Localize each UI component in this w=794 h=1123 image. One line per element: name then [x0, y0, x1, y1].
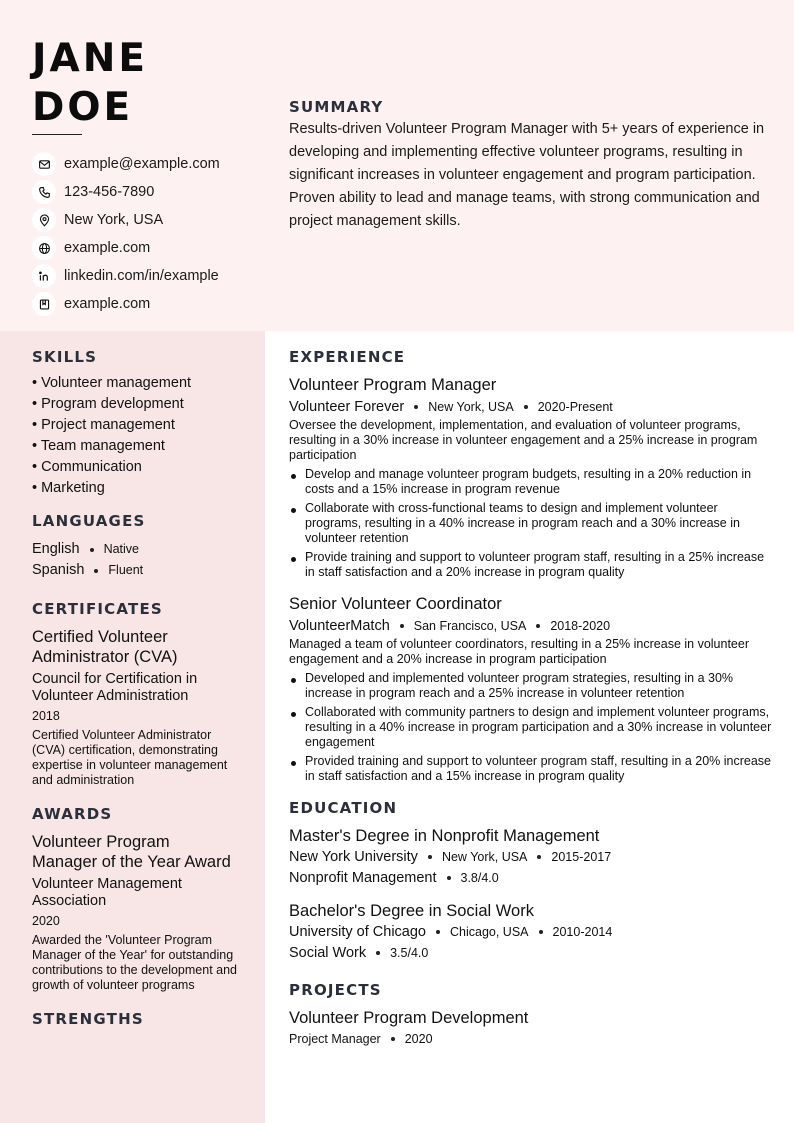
languages-section — [32, 511, 237, 581]
separator-dot — [428, 855, 432, 859]
job-location: New York, USA — [428, 400, 514, 414]
separator-dot — [537, 855, 541, 859]
bookmark-icon — [32, 292, 56, 316]
contact-website-text: example.com — [64, 240, 151, 256]
education-school: University of Chicago — [289, 924, 426, 940]
education-school: New York University — [289, 849, 418, 865]
summary-section — [289, 97, 774, 233]
contact-linkedin[interactable] — [32, 262, 264, 290]
language-name: English — [32, 541, 80, 557]
main-column — [289, 347, 774, 1048]
job-bullet: Collaborated with community partners to design and implement volunteer programs, resulting in a 40% increase in program participation and a 30% increase in volunteer engagement — [289, 705, 774, 750]
award-issuer: Volunteer Management Association — [32, 876, 182, 909]
education-title: EDUCATION — [289, 799, 398, 817]
separator-dot — [447, 876, 451, 880]
certificate-description: Certified Volunteer Administrator (CVA) certification, demonstrating expertise in volunteer management and administration — [32, 728, 228, 787]
separator-dot — [94, 569, 98, 573]
separator-dot — [536, 624, 540, 628]
job-title: Volunteer Program Manager — [289, 376, 497, 394]
project-title: Volunteer Program Development — [289, 1009, 529, 1027]
strengths-title: STRENGTHS — [32, 1010, 144, 1028]
project-meta — [289, 1030, 774, 1048]
experience-section — [289, 347, 774, 784]
education-degree: Master's Degree in Nonprofit Management — [289, 827, 600, 845]
projects-title: PROJECTS — [289, 981, 382, 999]
mail-icon — [32, 152, 56, 176]
education-degree: Bachelor's Degree in Social Work — [289, 902, 534, 920]
project-role: Project Manager — [289, 1032, 381, 1046]
skill-item: • Team management — [32, 438, 165, 454]
skill-item: • Volunteer management — [32, 375, 192, 391]
education-dates: 2010-2014 — [552, 925, 613, 939]
award-year: 2020 — [32, 914, 60, 928]
separator-dot — [436, 930, 440, 934]
linkedin-icon — [32, 264, 56, 288]
education-meta — [289, 923, 774, 941]
job-entry — [289, 594, 774, 784]
skill-item: • Marketing — [32, 480, 105, 496]
language-level: Fluent — [108, 563, 144, 577]
summary-title: SUMMARY — [289, 98, 384, 116]
name-divider — [32, 134, 82, 135]
contact-portfolio-text: example.com — [64, 296, 151, 312]
job-bullet: Provided training and support to volunteer program staff, resulting in a 20% increase in staff satisfaction and a 15% increase in program quality — [289, 754, 774, 784]
education-location: New York, USA — [441, 850, 528, 864]
job-meta — [289, 617, 774, 635]
education-location: Chicago, USA — [450, 925, 529, 939]
certificate-year: 2018 — [32, 709, 60, 723]
job-company: Volunteer Forever — [289, 399, 405, 415]
candidate-name — [32, 34, 148, 132]
job-title: Senior Volunteer Coordinator — [289, 595, 502, 613]
award-title: Volunteer Program Manager of the Year Award — [32, 833, 231, 871]
job-bullet: Collaborate with cross-functional teams to design and implement volunteer programs, resulting in a 40% increase in program reach and a 30% increase in volunteer retention — [289, 501, 774, 546]
contact-linkedin-text: linkedin.com/in/example — [64, 268, 219, 284]
education-gpa: 3.5/4.0 — [390, 946, 429, 960]
language-name: Spanish — [32, 562, 85, 578]
education-field: Social Work — [289, 945, 367, 961]
education-meta — [289, 848, 774, 866]
first-name: JANE — [32, 36, 148, 81]
location-pin-icon — [32, 208, 56, 232]
skills-section — [32, 347, 237, 499]
contact-portfolio[interactable] — [32, 290, 264, 318]
education-field-row — [289, 944, 774, 962]
job-bullet: Develop and manage volunteer program budgets, resulting in a 20% reduction in costs and a 15% increase in program revenue — [289, 467, 774, 497]
job-company: VolunteerMatch — [289, 618, 390, 634]
job-bullets — [289, 671, 774, 784]
education-entry — [289, 826, 774, 887]
job-bullet: Developed and implemented volunteer program strategies, resulting in a 30% increase in program reach and a 25% increase in volunteer retention — [289, 671, 774, 701]
contact-phone[interactable] — [32, 178, 264, 206]
contact-email-text: example@example.com — [64, 156, 220, 172]
separator-dot — [391, 1037, 395, 1041]
project-year: 2020 — [404, 1032, 433, 1046]
job-dates: 2020-Present — [537, 400, 613, 414]
job-bullets — [289, 467, 774, 580]
projects-section — [289, 980, 774, 1048]
separator-dot — [414, 405, 418, 409]
job-bullet: Provide training and support to volunteer program staff, resulting in a 25% increase in staff satisfaction and a 20% increase in program quality — [289, 550, 774, 580]
certificate-title: Certified Volunteer Administrator (CVA) — [32, 628, 178, 666]
job-entry — [289, 375, 774, 580]
separator-dot — [90, 548, 94, 552]
language-item — [32, 539, 237, 560]
contact-location — [32, 206, 264, 234]
last-name: DOE — [32, 85, 134, 130]
education-field-row — [289, 869, 774, 887]
education-dates: 2015-2017 — [551, 850, 612, 864]
summary-text: Results-driven Volunteer Program Manager with 5+ years of experience in developing and implementing effective volunteer programs, resulting in significant increases in volunteer engagement and program participation. Proven ability to lead and manage teams, with strong communication and project management skills. — [289, 121, 765, 229]
contact-website[interactable] — [32, 234, 264, 262]
globe-icon — [32, 236, 56, 260]
phone-icon — [32, 180, 56, 204]
contact-phone-text: 123-456-7890 — [64, 184, 155, 200]
certificate-issuer: Council for Certification in Volunteer Administration — [32, 671, 198, 704]
awards-section — [32, 804, 237, 993]
sidebar — [32, 347, 237, 1037]
separator-dot — [400, 624, 404, 628]
education-gpa: 3.8/4.0 — [460, 871, 499, 885]
awards-title: AWARDS — [32, 805, 113, 823]
skills-title: SKILLS — [32, 348, 98, 366]
education-field: Nonprofit Management — [289, 870, 437, 886]
job-meta — [289, 398, 774, 416]
project-entry — [289, 1008, 774, 1048]
skill-item: • Project management — [32, 417, 175, 433]
languages-title: LANGUAGES — [32, 512, 146, 530]
contact-email[interactable] — [32, 150, 264, 178]
separator-dot — [376, 951, 380, 955]
skill-item: • Communication — [32, 459, 142, 475]
contact-location-text: New York, USA — [64, 212, 164, 228]
certificates-section — [32, 599, 237, 788]
contact-list — [32, 150, 264, 318]
job-description: Managed a team of volunteer coordinators, resulting in a 25% increase in volunteer engagement and a 20% increase in program participation — [289, 637, 749, 666]
language-item — [32, 560, 237, 581]
education-section — [289, 798, 774, 962]
job-location: San Francisco, USA — [413, 619, 527, 633]
job-description: Oversee the development, implementation, and evaluation of volunteer programs, resulting in a 30% increase in volunteer engagement and a 25% increase in program participation — [289, 418, 758, 462]
experience-title: EXPERIENCE — [289, 348, 406, 366]
language-level: Native — [103, 542, 139, 556]
award-description: Awarded the 'Volunteer Program Manager of the Year' for outstanding contributions to the development and growth of volunteer programs — [32, 933, 237, 992]
separator-dot — [539, 930, 543, 934]
education-entry — [289, 901, 774, 962]
job-dates: 2018-2020 — [550, 619, 611, 633]
separator-dot — [524, 405, 528, 409]
strengths-section — [32, 1009, 237, 1029]
certificates-title: CERTIFICATES — [32, 600, 163, 618]
skill-item: • Program development — [32, 396, 184, 412]
